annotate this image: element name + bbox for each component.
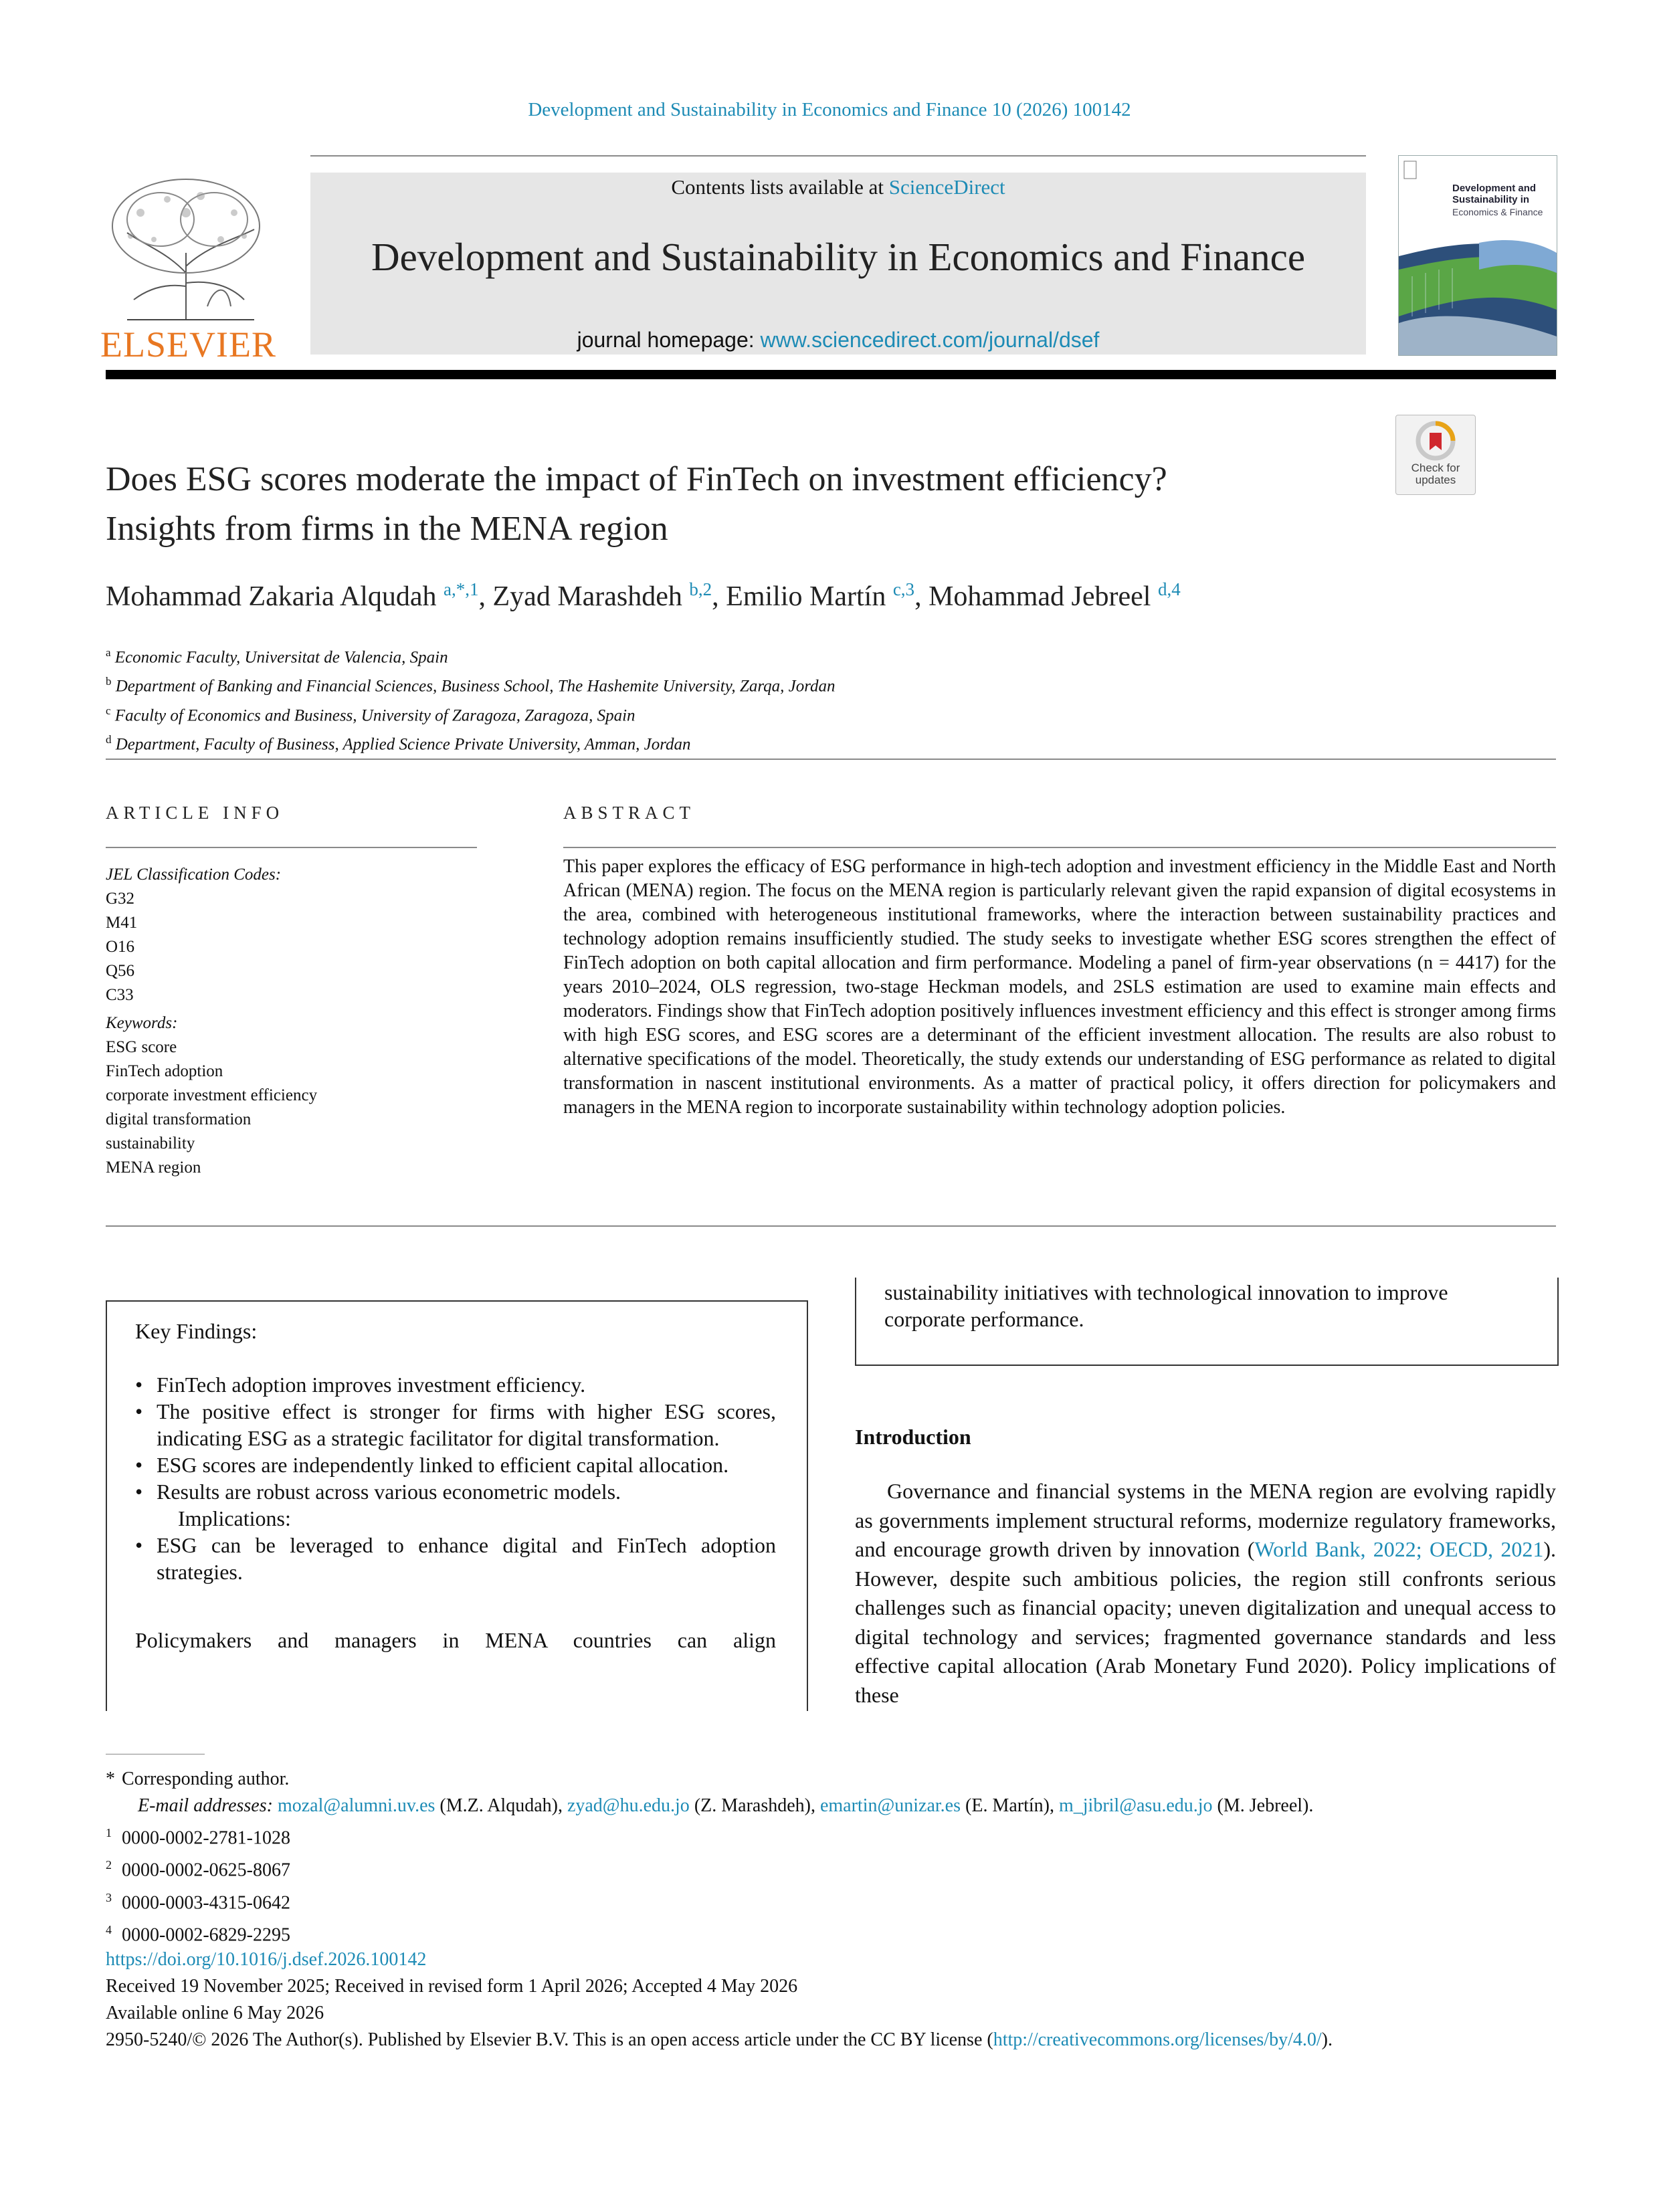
author-affil-mark[interactable]: d,4 xyxy=(1157,579,1181,599)
homepage-prefix: journal homepage: xyxy=(577,328,761,352)
introduction-text xyxy=(855,1477,1556,1710)
key-findings-box-continued xyxy=(855,1278,1559,1366)
affiliation-item xyxy=(106,699,836,728)
sciencedirect-link[interactable]: ScienceDirect xyxy=(888,175,1005,199)
orcid-id: 0000-0003-4315-0642 xyxy=(122,1892,290,1913)
author-1[interactable] xyxy=(106,581,479,612)
jel-code: M41 xyxy=(106,914,138,932)
email-owner: (Z. Marashdeh), xyxy=(689,1795,820,1816)
section-rule xyxy=(106,759,1556,760)
jel-code: Q56 xyxy=(106,962,135,980)
contents-prefix: Contents lists available at xyxy=(671,175,889,199)
affiliation-mark: a xyxy=(106,646,111,659)
footnotes xyxy=(106,1766,1313,1948)
author-name: , Zyad Marashdeh xyxy=(478,581,690,612)
article-info-heading: ARTICLE INFO xyxy=(106,803,284,823)
citation-link[interactable]: World Bank, 2022; OECD, 2021 xyxy=(1254,1537,1544,1561)
orcid-id: 0000-0002-0625-8067 xyxy=(122,1859,290,1881)
article-title-line-2: Insights from firms in the MENA region xyxy=(106,510,668,548)
author-name: , Mohammad Jebreel xyxy=(914,581,1158,612)
key-findings-heading: Key Findings: xyxy=(135,1319,258,1343)
journal-citation-link[interactable]: Development and Sustainability in Economics and Finance 10 (2026) 100142 xyxy=(528,99,1131,120)
orcid-note xyxy=(106,1916,1313,1948)
key-findings-box xyxy=(106,1300,808,1711)
affiliations xyxy=(106,641,836,757)
list-item: • ESG can be leveraged to enhance digital and FinTech adoption strategies. xyxy=(135,1532,776,1585)
journal-title: Development and Sustainability in Economics and Finance xyxy=(371,235,1306,279)
keyword: digital transformation xyxy=(106,1110,252,1128)
author-affil-mark[interactable]: c,3 xyxy=(892,579,915,599)
orcid-mark: 3 xyxy=(106,1890,112,1904)
orcid-mark: 1 xyxy=(106,1826,112,1839)
keywords-label: Keywords: xyxy=(106,1014,178,1032)
author-3[interactable] xyxy=(712,581,914,612)
author-affil-mark[interactable]: b,2 xyxy=(689,579,712,599)
author-affil-mark[interactable]: a,*,1 xyxy=(444,579,479,599)
keyword: sustainability xyxy=(106,1134,195,1152)
email-link[interactable]: mozal@alumni.uv.es xyxy=(277,1795,435,1816)
jel-code: G32 xyxy=(106,890,135,908)
journal-cover-image[interactable] xyxy=(1398,155,1557,356)
orcid-note xyxy=(106,1851,1313,1884)
findings-trailing-text: Policymakers and managers in MENA countries can align xyxy=(135,1628,776,1652)
section-rule xyxy=(106,1225,1556,1227)
homepage-line xyxy=(310,328,1366,353)
email-label: E-mail addresses: xyxy=(138,1795,273,1816)
orcid-id: 0000-0002-2781-1028 xyxy=(122,1827,290,1849)
list-item: • FinTech adoption improves investment efficiency. xyxy=(135,1371,776,1398)
license-suffix: ). xyxy=(1321,2029,1333,2050)
header-rule xyxy=(310,155,1366,157)
affiliation-mark: c xyxy=(106,704,111,717)
email-owner: (E. Martín), xyxy=(961,1795,1059,1816)
affiliation-item xyxy=(106,641,836,670)
elsevier-wordmark: ELSEVIER xyxy=(100,324,276,365)
list-item: • ESG scores are independently linked to efficient capital allocation. xyxy=(135,1451,776,1478)
orcid-id: 0000-0002-6829-2295 xyxy=(122,1924,290,1946)
email-link[interactable]: zyad@hu.edu.jo xyxy=(567,1795,690,1816)
intro-text-part: ). However, despite such ambitious policies, the region still confronts serious challenges such as financial opacity; uneven digitalization and unequal access to digital technology and services; fragmented governance standards and less effective capital allocation (Arab Monetary Fund 2020). Policy implications of these xyxy=(855,1537,1557,1707)
affiliation-mark: d xyxy=(106,732,112,746)
license-text: 2950-5240/© 2026 The Author(s). Published by Elsevier B.V. This is an open access article under the CC BY license ( xyxy=(106,2029,993,2050)
jel-code: C33 xyxy=(106,986,134,1004)
orcid-mark: 2 xyxy=(106,1858,112,1872)
article-info xyxy=(106,863,477,1180)
affiliation-text: Department, Faculty of Business, Applied Science Private University, Amman, Jordan xyxy=(115,735,691,754)
keyword: FinTech adoption xyxy=(106,1062,223,1080)
received-dates: Received 19 November 2025; Received in revised form 1 April 2026; Accepted 4 May 2026 xyxy=(106,1976,798,1997)
article-title xyxy=(106,455,1377,554)
article-title-line-1: Does ESG scores moderate the impact of FinTech on investment efficiency? xyxy=(106,460,1167,498)
contents-line xyxy=(310,175,1366,199)
corresponding-note: * Corresponding author. xyxy=(106,1769,290,1789)
author-name: , Emilio Martín xyxy=(712,581,893,612)
jel-code: O16 xyxy=(106,938,135,956)
cover-art xyxy=(1399,156,1557,355)
list-item: • The positive effect is stronger for firms with higher ESG scores, indicating ESG as a strategic facilitator for digital transformation. xyxy=(135,1398,776,1451)
author-name: Mohammad Zakaria Alqudah xyxy=(106,581,444,612)
keyword: corporate investment efficiency xyxy=(106,1086,318,1104)
homepage-link[interactable]: www.sciencedirect.com/journal/dsef xyxy=(760,328,1100,352)
article-info-rule xyxy=(106,847,477,848)
email-owner: (M. Jebreel). xyxy=(1212,1795,1314,1816)
abstract-rule xyxy=(563,847,1556,848)
doi-link[interactable]: https://doi.org/10.1016/j.dsef.2026.100142 xyxy=(106,1949,427,1970)
affiliation-mark: b xyxy=(106,675,112,688)
cover-subtitle: Economics & Finance xyxy=(1452,207,1543,217)
keyword: ESG score xyxy=(106,1038,177,1056)
affiliation-text: Economic Faculty, Universitat de Valencia, Spain xyxy=(114,648,448,667)
jel-label: JEL Classification Codes: xyxy=(106,866,282,884)
list-item: • Results are robust across various econometric models. xyxy=(135,1478,776,1505)
license-line xyxy=(106,2027,1333,2053)
keyword: MENA region xyxy=(106,1159,201,1177)
cover-title: Development and Sustainability in xyxy=(1452,183,1537,205)
check-updates-icon xyxy=(1396,415,1475,462)
check-for-updates-button[interactable] xyxy=(1395,415,1476,495)
implications-list xyxy=(135,1532,776,1585)
corresponding-label: Corresponding author. xyxy=(122,1769,290,1789)
abstract-text: This paper explores the efficacy of ESG performance in high-tech adoption and investment efficiency in the Middle East and North African (MENA) region. The focus on the MENA region is particularly relevant given the rapid expansion of digital ecosystems in the area, combined with heterogeneous institutional frameworks, where the interaction between sustainability practices and technology adoption remains insufficiently studied. The study seeks to investigate whether ESG scores strengthen the effect of FinTech adoption on both capital allocation and firm performance. Modeling a panel of firm-year observations (n = 4417) for the years 2010–2024, OLS regression, two-stage Heckman models, and 2SLS estimation are used to examine main effects and moderators. Findings show that FinTech adoption positively influences investment efficiency and this effect is stronger among firms with high ESG scores, and ESG scores are a determinant of the efficient investment allocation. The results are also robust to alternative specifications of the model. Theoretically, the study extends our understanding of ESG performance as related to digital transformation in nascent institutional environments. As a matter of practical policy, it offers direction for policymakers and managers in the MENA region to incorporate sustainability within technology adoption policies. xyxy=(563,856,1556,1118)
key-findings-list xyxy=(135,1371,776,1505)
intro-text-part: Governance and financial systems in the MENA region are evolving rapidly as governments implement structural reforms, modernize regulatory frameworks, and encourage growth driven by innovation ( xyxy=(855,1479,1556,1561)
license-link[interactable]: http://creativecommons.org/licenses/by/4.0/ xyxy=(993,2029,1322,2050)
key-findings-content xyxy=(135,1318,776,1653)
author-2[interactable] xyxy=(479,581,712,612)
email-link[interactable]: emartin@unizar.es xyxy=(819,1795,961,1816)
publication-info xyxy=(106,1946,1333,2053)
abstract-heading: ABSTRACT xyxy=(563,803,696,823)
orcid-mark: 4 xyxy=(106,1922,112,1936)
affiliation-text: Department of Banking and Financial Sciences, Business School, The Hashemite University, Zarqa, Jordan xyxy=(115,677,836,696)
email-link[interactable]: m_jibril@asu.edu.jo xyxy=(1058,1795,1213,1816)
implications-label: Implications: xyxy=(178,1506,291,1530)
introduction-heading: Introduction xyxy=(855,1425,971,1449)
affiliation-item xyxy=(106,728,836,757)
findings-continued-text: sustainability initiatives with technological innovation to improve corporate performance. xyxy=(884,1280,1448,1331)
email-line xyxy=(106,1793,1313,1819)
affiliation-item xyxy=(106,670,836,698)
orcid-note xyxy=(106,1819,1313,1851)
orcid-note xyxy=(106,1884,1313,1916)
header-divider xyxy=(106,370,1556,379)
author-4[interactable] xyxy=(914,581,1181,612)
email-owner: (M.Z. Alqudah), xyxy=(435,1795,567,1816)
journal-header xyxy=(310,173,1366,355)
affiliation-text: Faculty of Economics and Business, University of Zaragoza, Zaragoza, Spain xyxy=(114,706,636,724)
author-list xyxy=(106,581,1181,613)
available-online: Available online 6 May 2026 xyxy=(106,2003,324,2023)
check-updates-label: Check for updates xyxy=(1411,462,1460,486)
